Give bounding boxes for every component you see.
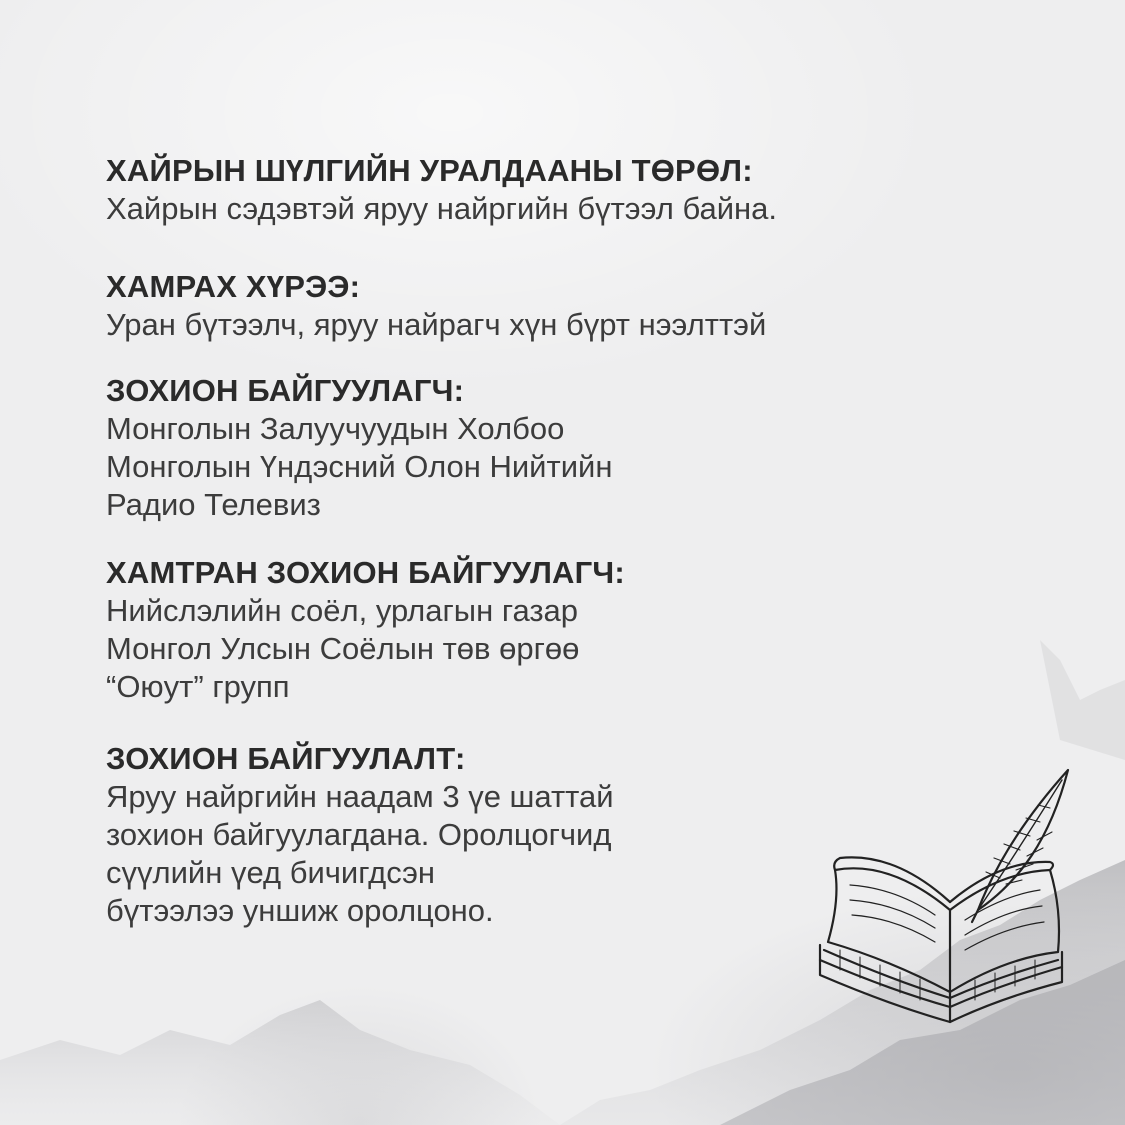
section-heading: ЗОХИОН БАЙГУУЛАЛТ: (106, 741, 466, 776)
section-scope (106, 268, 986, 344)
section-organizer (106, 372, 986, 524)
section-text: Монгол Улсын Соёлын төв өргөө (106, 631, 580, 666)
section-text: бүтээлээ уншиж оролцоно. (106, 893, 494, 928)
section-heading: ХАМТРАН ЗОХИОН БАЙГУУЛАГЧ: (106, 555, 625, 590)
section-heading: ХАМРАХ ХҮРЭЭ: (106, 269, 361, 304)
section-text: Радио Телевиз (106, 487, 321, 522)
section-text: зохион байгуулагдана. Оролцогчид (106, 817, 612, 852)
section-text: Уран бүтээлч, яруу найрагч хүн бүрт нээлттэй (106, 307, 767, 342)
section-text: Яруу найргийн наадам 3 үе шаттай (106, 779, 614, 814)
section-co-organizer (106, 554, 986, 706)
section-text: сүүлийн үед бичигдсэн (106, 855, 436, 890)
section-text: Хайрын сэдэвтэй яруу найргийн бүтээл байна. (106, 191, 778, 226)
section-text: Монголын Залуучуудын Холбоо (106, 411, 565, 446)
section-text: Монголын Үндэсний Олон Нийтийн (106, 449, 613, 484)
section-heading: ЗОХИОН БАЙГУУЛАГЧ: (106, 373, 465, 408)
section-competition-type (106, 152, 986, 228)
book-quill-icon (800, 760, 1090, 1030)
section-heading: ХАЙРЫН ШҮЛГИЙН УРАЛДААНЫ ТӨРӨЛ: (106, 153, 753, 188)
section-text: Нийслэлийн соёл, урлагын газар (106, 593, 579, 628)
section-text: “Оюут” групп (106, 669, 290, 704)
